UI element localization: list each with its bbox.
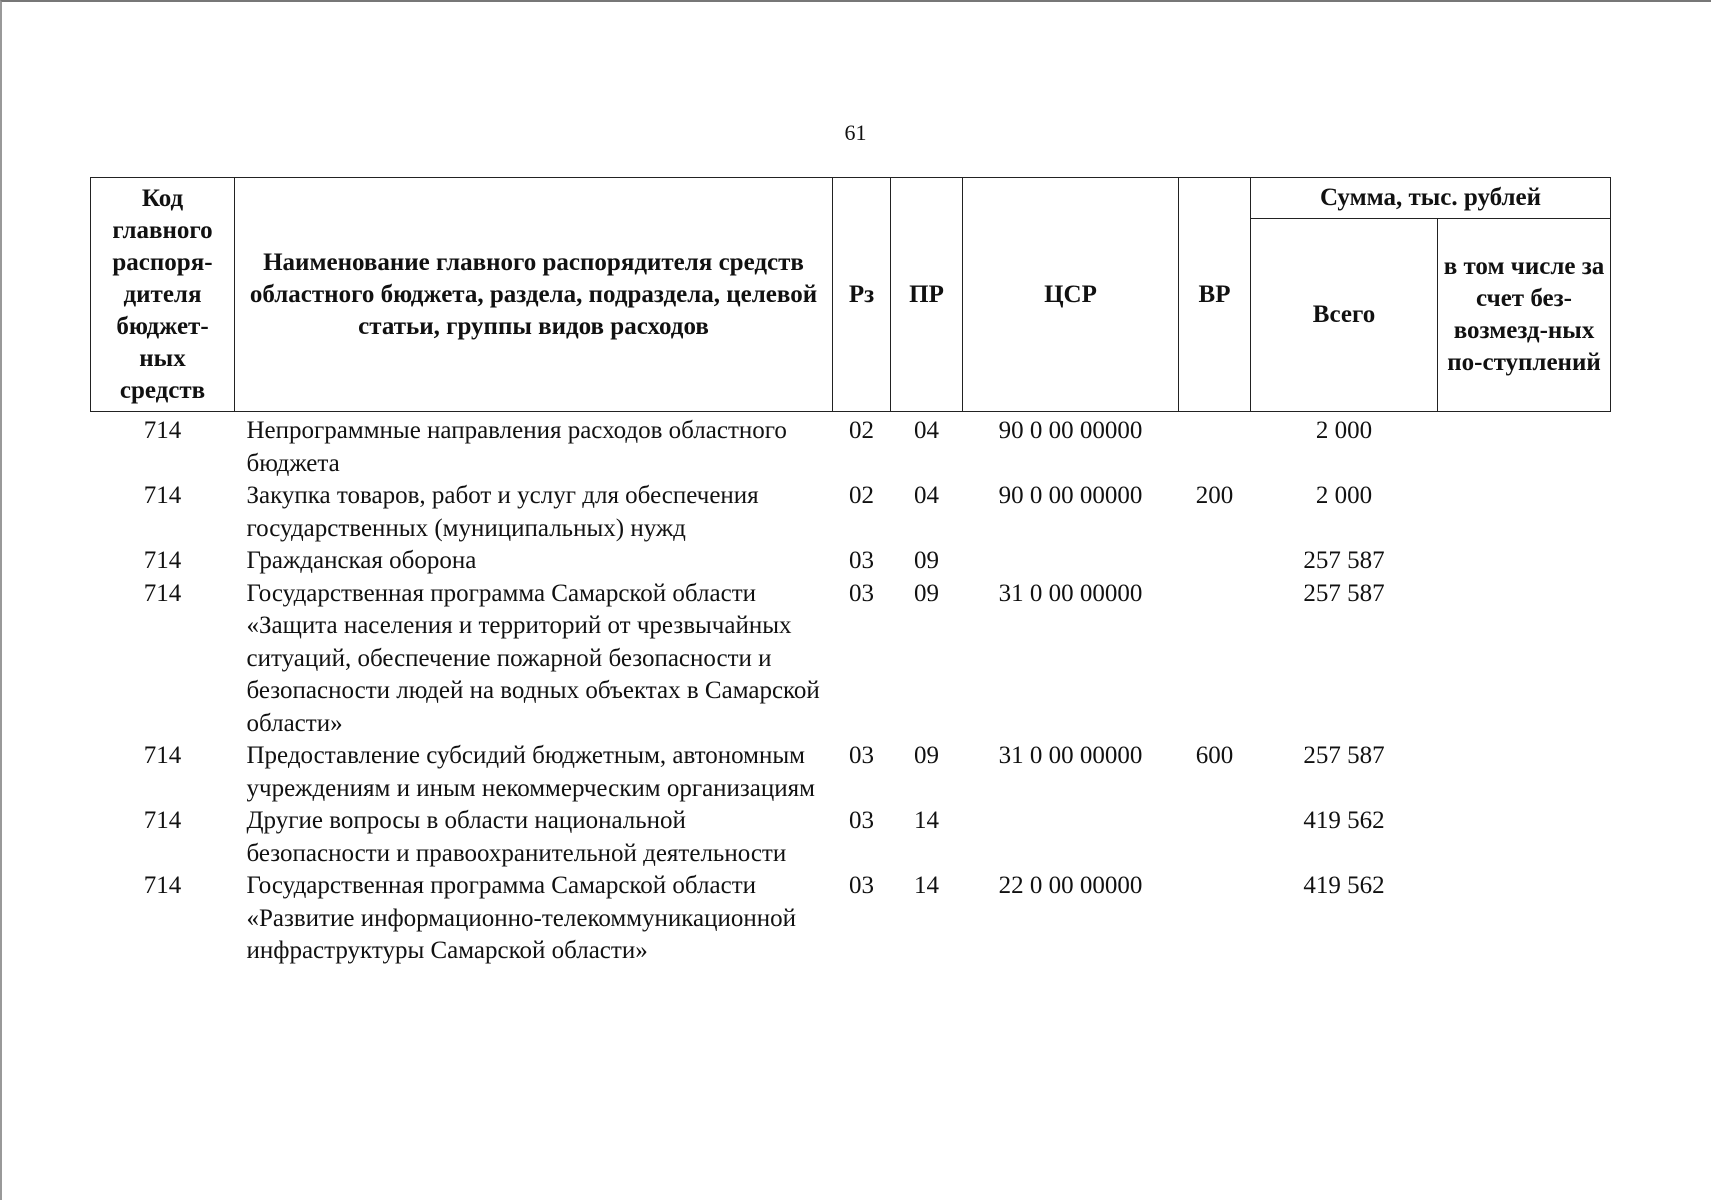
cell-csr: 90 0 00 00000: [998, 482, 1143, 509]
cell-free: [1438, 480, 1611, 545]
header-free: в том числе за счет без-возмезд-ных по-ступлений: [1438, 219, 1611, 412]
cell-csr: [963, 805, 1179, 870]
cell-pr: 14: [914, 872, 939, 899]
cell-pr: 04: [914, 417, 939, 444]
header-pr: ПР: [891, 178, 963, 412]
cell-vr: [1179, 578, 1251, 741]
cell-name: Гражданская оборона: [246, 547, 477, 574]
table-row: [91, 740, 1611, 805]
cell-total: 2 000: [1315, 482, 1373, 509]
header-rz: Рз: [833, 178, 891, 412]
cell-name: Предоставление субсидий бюджетным, автономным учреждениям и иным некоммерческим организациям: [246, 742, 815, 802]
header-sum-group: Сумма, тыс. рублей: [1251, 178, 1611, 219]
cell-csr: 31 0 00 00000: [998, 742, 1143, 769]
cell-vr: 200: [1195, 482, 1234, 509]
cell-total: 257 587: [1303, 742, 1385, 769]
cell-csr: 22 0 00 00000: [998, 872, 1143, 899]
cell-code: 714: [143, 807, 182, 834]
budget-table: [90, 177, 1611, 968]
cell-free: [1438, 545, 1611, 578]
cell-name: Закупка товаров, работ и услуг для обеспечения государственных (муниципальных) нужд: [246, 482, 759, 542]
cell-name: Непрограммные направления расходов областного бюджета: [246, 417, 787, 477]
header-code: Код главного распоря-дителя бюджет-ных средств: [91, 178, 235, 412]
cell-pr: 09: [914, 742, 939, 769]
cell-code: 714: [143, 579, 182, 607]
cell-rz: 03: [849, 579, 874, 607]
table-row: [91, 578, 1611, 741]
cell-vr: [1179, 545, 1251, 578]
cell-csr: [963, 545, 1179, 578]
cell-pr: 09: [914, 547, 939, 574]
table-row: [91, 412, 1611, 481]
table-body: [91, 412, 1611, 968]
table-row: [91, 805, 1611, 870]
cell-csr: 90 0 00 00000: [998, 417, 1143, 444]
header-vr: ВР: [1179, 178, 1251, 412]
header-csr: ЦСР: [963, 178, 1179, 412]
cell-name: Государственная программа Самарской области «Развитие информационно-телекоммуникационной инфраструктуры Самарской области»: [246, 872, 797, 964]
cell-vr: [1179, 805, 1251, 870]
cell-free: [1438, 578, 1611, 741]
cell-vr: [1179, 870, 1251, 968]
cell-name: Государственная программа Самарской области «Защита населения и территорий от чрезвычайных ситуаций, обеспечение пожарной безопасности и безопасности людей на водных объектах в Самарской области»: [246, 579, 820, 737]
cell-code: 714: [143, 417, 182, 444]
table-header: [91, 178, 1611, 412]
cell-total: 419 562: [1303, 872, 1385, 899]
cell-name: Другие вопросы в области национальной безопасности и правоохранительной деятельности: [246, 807, 787, 867]
cell-free: [1438, 870, 1611, 968]
cell-code: 714: [143, 482, 182, 509]
cell-vr: [1179, 412, 1251, 481]
cell-csr: 31 0 00 00000: [998, 579, 1143, 607]
table-row: [91, 480, 1611, 545]
header-total: Всего: [1251, 219, 1438, 412]
cell-free: [1438, 740, 1611, 805]
cell-code: 714: [143, 547, 182, 574]
cell-pr: 14: [914, 807, 939, 834]
cell-vr: 600: [1195, 742, 1234, 769]
cell-free: [1438, 805, 1611, 870]
cell-total: 257 587: [1303, 547, 1385, 574]
cell-rz: 03: [849, 872, 874, 899]
page-number: 61: [844, 120, 867, 145]
table-row: [91, 545, 1611, 578]
cell-total: 2 000: [1315, 417, 1373, 444]
header-name: Наименование главного распорядителя средств областного бюджета, раздела, подраздела, целевой статьи, группы видов расходов: [235, 178, 833, 412]
cell-code: 714: [143, 872, 182, 899]
cell-pr: 09: [914, 579, 939, 607]
cell-rz: 03: [849, 547, 874, 574]
cell-rz: 03: [849, 742, 874, 769]
cell-free: [1438, 412, 1611, 481]
cell-code: 714: [143, 742, 182, 769]
cell-total: 257 587: [1303, 579, 1385, 607]
cell-total: 419 562: [1303, 807, 1385, 834]
cell-rz: 02: [849, 482, 874, 509]
cell-rz: 02: [849, 417, 874, 444]
table-row: [91, 870, 1611, 968]
cell-rz: 03: [849, 807, 874, 834]
cell-pr: 04: [914, 482, 939, 509]
